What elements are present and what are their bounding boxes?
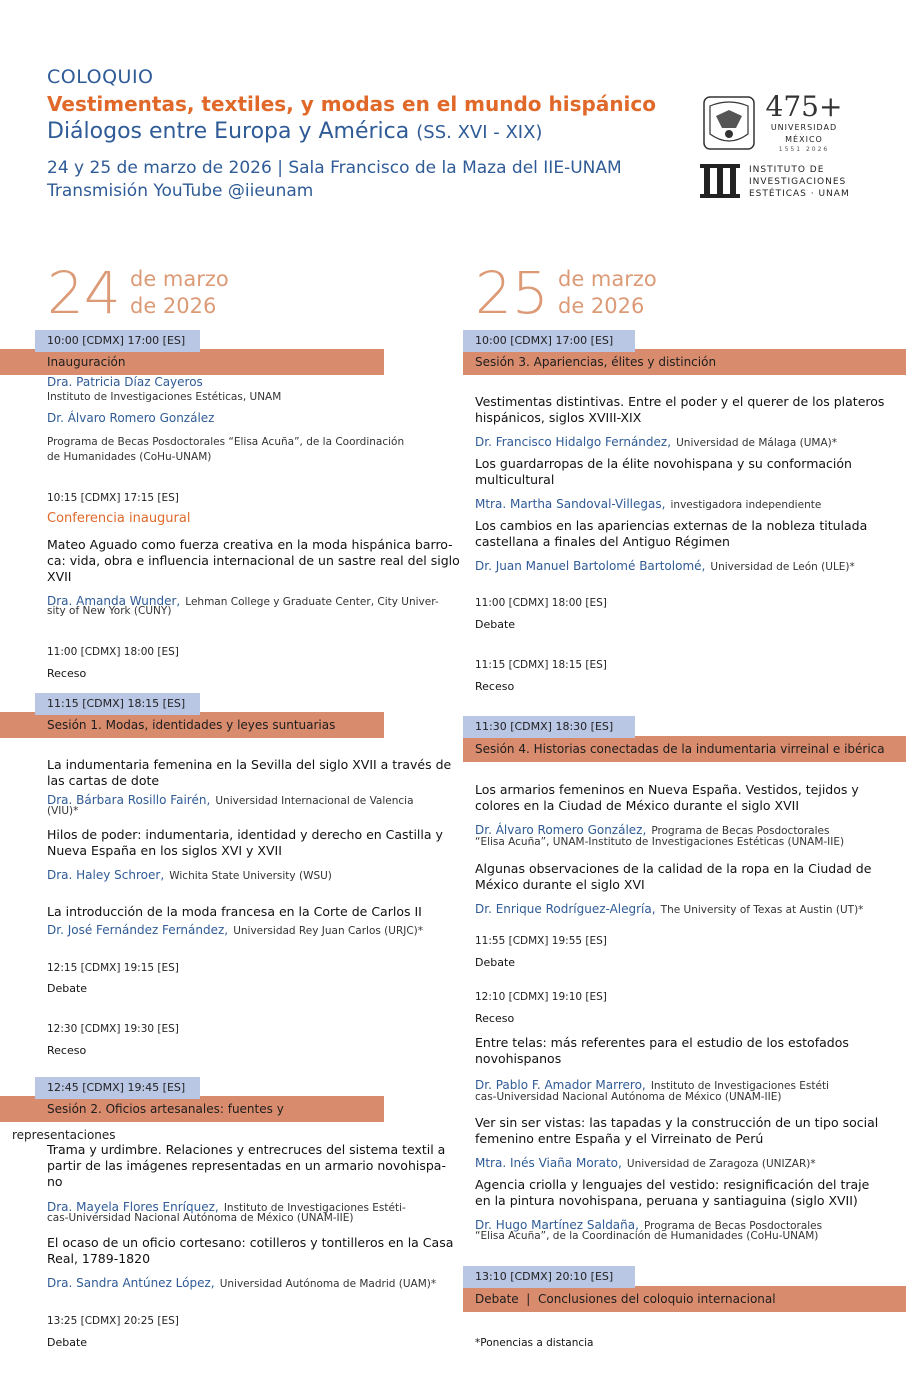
s1-title-1b: las cartas de dote xyxy=(47,773,160,788)
s4-speaker-2-line xyxy=(475,898,863,918)
s4-speaker-2: Dr. Enrique Rodríguez-Alegría, xyxy=(475,902,656,916)
s1-time: 11:15 [CDMX] 18:15 [ES] xyxy=(35,693,200,715)
event-subtitle xyxy=(47,119,542,144)
s2-bar xyxy=(0,1096,384,1142)
s4-title-4a: Ver sin ser vistas: las tapadas y la construcción de un tipo social xyxy=(475,1115,879,1130)
s2-title-2b: Real, 1789-1820 xyxy=(47,1251,151,1266)
conf-aff-1: Lehman College y Graduate Center, City Univer- xyxy=(185,596,439,608)
s4-aff-2: The University of Texas at Austin (UT)* xyxy=(660,904,864,916)
footnote: *Ponencias a distancia xyxy=(475,1337,594,1349)
s2-time: 12:45 [CDMX] 19:45 [ES] xyxy=(35,1077,200,1099)
s1-bar xyxy=(0,712,384,738)
s3-speaker-3: Dr. Juan Manuel Bartolomé Bartolomé, xyxy=(475,559,706,573)
day2-number: 25 xyxy=(475,259,549,327)
s3-speaker-1: Dr. Francisco Hidalgo Fernández, xyxy=(475,435,672,449)
s4-title-2a: Algunas observaciones de la calidad de la ropa en la Ciudad de xyxy=(475,861,872,876)
s2-aff-1b: cas-Universidad Nacional Autónoma de México (UNAM-IIE) xyxy=(47,1212,354,1224)
s4-aff-5b: “Elisa Acuña”, de la Coordinación de Humanidades (CoHu-UNAM) xyxy=(475,1230,819,1242)
s1-speaker-1: Dra. Bárbara Rosillo Fairén, xyxy=(47,793,211,807)
event-stream: Transmisión YouTube @iieunam xyxy=(47,181,314,201)
s1-label: Sesión 1. Modas, identidades y leyes suntuarias xyxy=(47,718,336,732)
inaug-speaker-1: Dra. Patricia Díaz Cayeros xyxy=(47,375,203,389)
conf-title-2: ca: vida, obra e influencia internacional de un sastre real del siglo xyxy=(47,553,460,568)
s4-title-3b: novohispanos xyxy=(475,1051,562,1066)
s1-title-2b: Nueva España en los siglos XVI y XVII xyxy=(47,843,282,858)
conf-title-1: Mateo Aguado como fuerza creativa en la moda hispánica barro- xyxy=(47,537,453,552)
day1-year: de 2026 xyxy=(130,294,217,318)
s2-title-1b: partir de las imágenes representadas en un armario novohispa- xyxy=(47,1158,446,1173)
s4-time: 11:30 [CDMX] 18:30 [ES] xyxy=(463,716,635,738)
s2-label: Sesión 2. Oficios artesanales: fuentes y representaciones xyxy=(12,1102,284,1142)
s3-speaker-2-line xyxy=(475,493,821,513)
inaug-bar xyxy=(0,349,384,375)
s4-title-3a: Entre telas: más referentes para el estudio de los estofados xyxy=(475,1035,849,1050)
s4-aff-1a: Programa de Becas Posdoctorales xyxy=(651,825,830,837)
s1-title-2a: Hilos de poder: indumentaria, identidad y derecho en Castilla y xyxy=(47,827,443,842)
s2-title-1c: no xyxy=(47,1174,63,1189)
s3-time: 10:00 [CDMX] 17:00 [ES] xyxy=(463,330,635,352)
s4-bar xyxy=(463,736,906,762)
s1-speaker-3-line xyxy=(47,919,423,939)
iie-logo-icon xyxy=(700,164,740,198)
deb1-label: Debate xyxy=(47,982,88,995)
event-type: COLOQUIO xyxy=(47,66,154,88)
event-title: Vestimentas, textiles, y modas en el mundo hispánico xyxy=(47,92,657,116)
s4-title-2b: México durante el siglo XVI xyxy=(475,877,645,892)
s4-title-1b: colores en la Ciudad de México durante el siglo XVII xyxy=(475,798,799,813)
unam-shield-icon xyxy=(700,94,758,152)
s4-label: Sesión 4. Historias conectadas de la indumentaria virreinal e ibérica xyxy=(475,742,885,756)
conf-label: Conferencia inaugural xyxy=(47,511,191,526)
s3-aff-1: Universidad de Málaga (UMA)* xyxy=(676,437,837,449)
close-label: Debate | Conclusiones del coloquio internacional xyxy=(475,1292,776,1306)
inaug-label: Inauguración xyxy=(47,355,126,369)
s4-aff-3b: cas-Universidad Nacional Autónoma de México (UNAM-IIE) xyxy=(475,1091,782,1103)
s2-title-1a: Trama y urdimbre. Relaciones y entrecruces del sistema textil a xyxy=(47,1142,446,1157)
rec4-label: Receso xyxy=(475,1012,515,1025)
conf-time: 10:15 [CDMX] 17:15 [ES] xyxy=(47,492,179,504)
s4-aff-4: Universidad de Zaragoza (UNIZAR)* xyxy=(626,1158,816,1170)
day2-year: de 2026 xyxy=(558,294,645,318)
s1-speaker-3: Dr. José Fernández Fernández, xyxy=(47,923,229,937)
s4-aff-5a: Programa de Becas Posdoctorales xyxy=(644,1220,823,1232)
s2-title-2a: El ocaso de un oficio cortesano: cotilleros y tontilleros en la Casa xyxy=(47,1235,454,1250)
s3-aff-3: Universidad de León (ULE)* xyxy=(710,561,855,573)
unam-line1: UNIVERSIDAD xyxy=(770,123,838,132)
deb4-time: 11:55 [CDMX] 19:55 [ES] xyxy=(475,935,607,947)
s4-speaker-4-line xyxy=(475,1152,816,1172)
s4-title-4b: femenino entre España y el Virreinato de Perú xyxy=(475,1131,764,1146)
s3-speaker-2: Mtra. Martha Sandoval-Villegas, xyxy=(475,497,666,511)
close-time: 13:10 [CDMX] 20:10 [ES] xyxy=(463,1266,635,1288)
s3-title-1b: hispánicos, siglos XVIII-XIX xyxy=(475,410,642,425)
rec1-label: Receso xyxy=(47,667,87,680)
s2-aff-2: Universidad Autónoma de Madrid (UAM)* xyxy=(219,1278,437,1290)
unam-years: 1551 2026 xyxy=(778,146,830,153)
s4-speaker-5: Dr. Hugo Martínez Saldaña, xyxy=(475,1218,639,1232)
deb3-time: 11:00 [CDMX] 18:00 [ES] xyxy=(475,597,607,609)
rec2-time: 12:30 [CDMX] 19:30 [ES] xyxy=(47,1023,179,1035)
s3-speaker-3-line xyxy=(475,555,855,575)
s4-speaker-1: Dr. Álvaro Romero González, xyxy=(475,823,647,837)
unam-logo xyxy=(700,94,758,152)
iie-line3: ESTÉTICAS · UNAM xyxy=(749,189,850,199)
subtitle-text: Diálogos entre Europa y América xyxy=(47,119,410,144)
unam-475-mark xyxy=(764,92,844,153)
inaug-aff-2a: Programa de Becas Posdoctorales “Elisa Acuña”, de la Coordinación xyxy=(47,436,405,448)
deb2-label: Debate xyxy=(47,1336,88,1349)
deb2-time: 13:25 [CDMX] 20:25 [ES] xyxy=(47,1315,179,1327)
deb3-label: Debate xyxy=(475,618,516,631)
s2-speaker-1: Dra. Mayela Flores Enríquez, xyxy=(47,1200,219,1214)
rec2-label: Receso xyxy=(47,1044,87,1057)
rec4-time: 12:10 [CDMX] 19:10 [ES] xyxy=(475,991,607,1003)
s3-title-3a: Los cambios en las apariencias externas de la nobleza titulada xyxy=(475,518,868,533)
inaug-aff-1: Instituto de Investigaciones Estéticas, UNAM xyxy=(47,391,282,403)
s3-label: Sesión 3. Apariencias, élites y distinción xyxy=(475,355,717,369)
s3-speaker-1-line xyxy=(475,431,837,451)
s3-title-3b: castellana a finales del Antiguo Régimen xyxy=(475,534,730,549)
day2-month: de marzo xyxy=(558,267,657,291)
s1-speaker-1-line xyxy=(47,789,414,809)
s3-title-2a: Los guardarropas de la élite novohispana y su conformación xyxy=(475,456,852,471)
iie-logo xyxy=(700,164,740,202)
conf-title-3: XVII xyxy=(47,569,72,584)
s4-title-1a: Los armarios femeninos en Nueva España. Vestidos, tejidos y xyxy=(475,782,859,797)
iie-line1: INSTITUTO DE xyxy=(749,165,825,175)
s1-speaker-2-line xyxy=(47,864,332,884)
iie-name xyxy=(749,164,850,200)
s2-speaker-2-line xyxy=(47,1272,436,1292)
s4-speaker-4: Mtra. Inés Viaña Morato, xyxy=(475,1156,622,1170)
subtitle-period: (SS. XVI - XIX) xyxy=(416,122,543,143)
event-dates-place: 24 y 25 de marzo de 2026 | Sala Francisco de la Maza del IIE-UNAM xyxy=(47,158,622,178)
s1-aff-1b: (VIU)* xyxy=(47,805,79,817)
day1-month: de marzo xyxy=(130,267,229,291)
s4-speaker-3: Dr. Pablo F. Amador Marrero, xyxy=(475,1078,646,1092)
deb1-time: 12:15 [CDMX] 19:15 [ES] xyxy=(47,962,179,974)
day1-number: 24 xyxy=(47,259,121,327)
s2-speaker-2: Dra. Sandra Antúnez López, xyxy=(47,1276,215,1290)
s1-aff-1a: Universidad Internacional de Valencia xyxy=(215,795,414,807)
s3-bar xyxy=(463,349,906,375)
s1-title-1a: La indumentaria femenina en la Sevilla del siglo XVII a través de xyxy=(47,757,452,772)
s1-title-3: La introducción de la moda francesa en la Corte de Carlos II xyxy=(47,904,422,919)
unam-line2: MÉXICO xyxy=(785,135,823,144)
rec3-time: 11:15 [CDMX] 18:15 [ES] xyxy=(475,659,607,671)
rec1-time: 11:00 [CDMX] 18:00 [ES] xyxy=(47,646,179,658)
s1-aff-2: Wichita State University (WSU) xyxy=(169,870,332,882)
s3-title-1a: Vestimentas distintivas. Entre el poder y el querer de los plateros xyxy=(475,394,885,409)
deb4-label: Debate xyxy=(475,956,516,969)
inaug-aff-2b: de Humanidades (CoHu-UNAM) xyxy=(47,451,212,463)
iie-line2: INVESTIGACIONES xyxy=(749,177,847,187)
close-bar xyxy=(463,1286,906,1312)
rec3-label: Receso xyxy=(475,680,515,693)
unam-475: 475+ xyxy=(765,90,843,123)
s2-aff-1a: Instituto de Investigaciones Estéti- xyxy=(223,1202,406,1214)
inaug-speaker-2: Dr. Álvaro Romero González xyxy=(47,411,215,425)
s3-title-2b: multicultural xyxy=(475,472,555,487)
s3-aff-2: investigadora independiente xyxy=(670,499,822,511)
s1-aff-3: Universidad Rey Juan Carlos (URJC)* xyxy=(233,925,424,937)
s4-title-5a: Agencia criolla y lenguajes del vestido: resignificación del traje xyxy=(475,1177,870,1192)
conf-speaker: Dra. Amanda Wunder, xyxy=(47,594,181,608)
inaug-time: 10:00 [CDMX] 17:00 [ES] xyxy=(35,330,200,352)
s1-speaker-2: Dra. Haley Schroer, xyxy=(47,868,165,882)
s4-title-5b: en la pintura novohispana, peruana y santiaguina (siglo XVII) xyxy=(475,1193,858,1208)
s4-aff-1b: “Elisa Acuña”, UNAM-Instituto de Investigaciones Estéticas (UNAM-IIE) xyxy=(475,836,845,848)
s4-aff-3a: Instituto de Investigaciones Estéti xyxy=(650,1080,829,1092)
conf-aff-2: sity of New York (CUNY) xyxy=(47,605,172,617)
